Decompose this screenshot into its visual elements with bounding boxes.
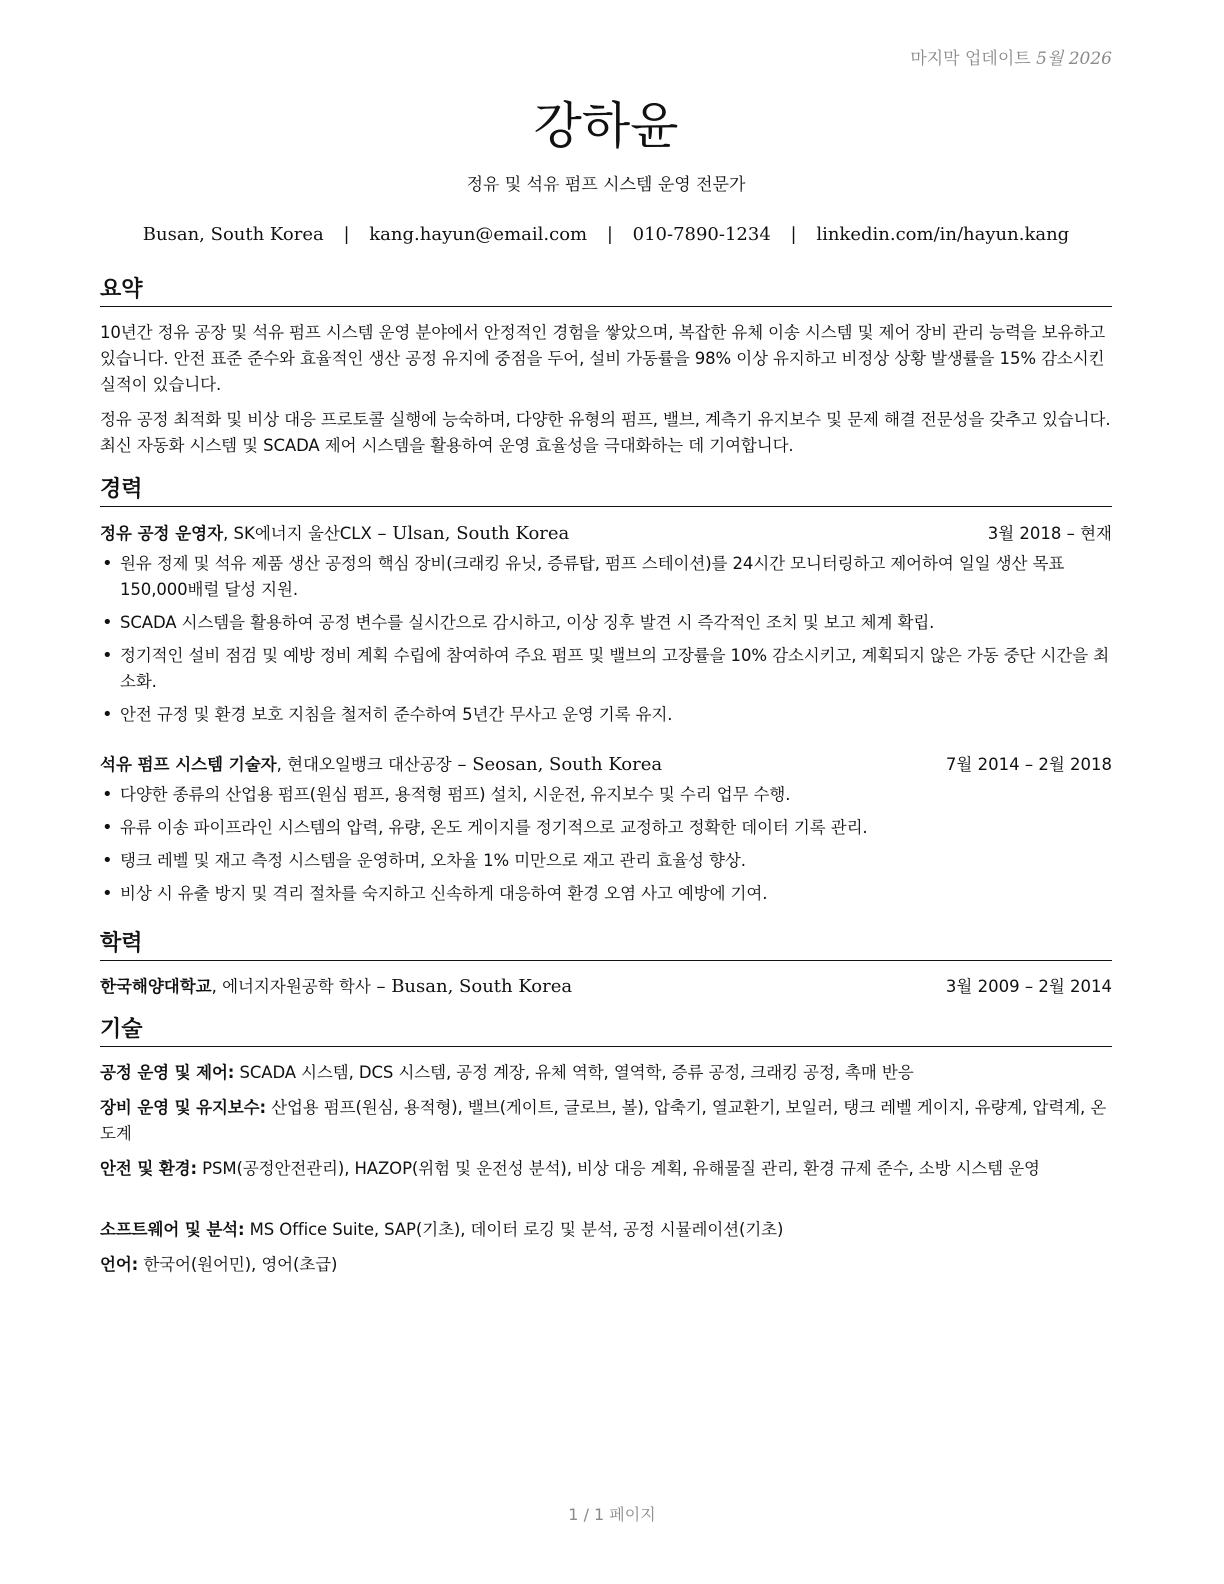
last-updated-label: 마지막 업데이트 xyxy=(910,49,1031,69)
summary-paragraph-2: 정유 공정 최적화 및 비상 대응 프로토콜 실행에 능숙하며, 다양한 유형의 펌프, 밸브, 계측기 유지보수 및 문제 해결 전문성을 갖추고 있습니다. 최신 자동화 시스템 및 SCADA 제어 시스템을 활용하여 운영 효율성을 극대화하는 데 기여합니다. xyxy=(100,410,1111,455)
job-location: – Ulsan, South Korea xyxy=(371,523,570,544)
education-dates: 3월 2009 – 2월 2014 xyxy=(945,977,1112,996)
job-company: , SK에너지 울산CLX xyxy=(223,524,372,543)
education-degree: , 에너지자원공학 학사 xyxy=(211,977,371,996)
section-title-education: 학력 xyxy=(100,930,1112,961)
contact-linkedin[interactable]: linkedin.com/in/hayun.kang xyxy=(816,224,1070,245)
job-bullet: • 안전 규정 및 환경 보호 지침을 철저히 준수하여 5년간 무사고 운영 기록 유지. xyxy=(100,702,1112,728)
job-bullet: • 원유 정제 및 석유 제품 생산 공정의 핵심 장비(크래킹 유닛, 증류탑, 펌프 스테이션)를 24시간 모니터링하고 제어하여 일일 생산 목표 150,000배럴 달성 지원. xyxy=(100,551,1112,603)
section-title-summary: 요약 xyxy=(100,276,1112,307)
job-role: 정유 공정 운영자 xyxy=(100,524,224,543)
skill-label: 소프트웨어 및 분석: xyxy=(100,1220,245,1239)
summary-paragraph-1: 10년간 정유 공장 및 석유 펌프 시스템 운영 분야에서 안정적인 경험을 쌓았으며, 복잡한 유체 이송 시스템 및 제어 장비 관리 능력을 보유하고 있습니다. 안전 표준 준수와 효율적인 생산 공정 유지에 중점을 두어, 설비 가동률을 98% 이상 유지하고 비정상 상황 발생률을 15% 감소시킨 실적이 있습니다. xyxy=(100,323,1106,394)
last-updated xyxy=(910,44,1112,69)
skill-label: 언어: xyxy=(100,1255,139,1274)
skill-label: 공정 운영 및 제어: xyxy=(100,1063,235,1082)
job-dates: 7월 2014 – 2월 2018 xyxy=(945,755,1112,774)
education-location: – Busan, South Korea xyxy=(370,976,573,997)
job-bullet-list xyxy=(100,551,1112,735)
job-bullet: • 유류 이송 파이프라인 시스템의 압력, 유량, 온도 게이지를 정기적으로 교정하고 정확한 데이터 기록 관리. xyxy=(100,815,1112,841)
skill-value: 산업용 펌프(원심, 용적형), 밸브(게이트, 글로브, 볼), 압축기, 열교환기, 보일러, 탱크 레벨 게이지, 유량계, 압력계, 온도계 xyxy=(100,1098,1107,1143)
job-location: – Seosan, South Korea xyxy=(451,754,663,775)
education-school: 한국해양대학교 xyxy=(100,977,212,996)
skill-label: 장비 운영 및 유지보수: xyxy=(100,1098,266,1117)
skill-value: 한국어(원어민), 영어(초급) xyxy=(138,1255,338,1274)
skill-value: PSM(공정안전관리), HAZOP(위험 및 운전성 분석), 비상 대응 계획, 유해물질 관리, 환경 규제 준수, 소방 시스템 운영 xyxy=(196,1159,1040,1178)
skill-line xyxy=(100,1060,1112,1086)
job-role: 석유 펌프 시스템 기술자 xyxy=(100,755,277,774)
contact-separator: | xyxy=(343,224,350,245)
skill-line xyxy=(100,1217,1112,1243)
contact-location: Busan, South Korea xyxy=(142,224,324,245)
section-title-experience: 경력 xyxy=(100,476,1112,507)
contact-email[interactable]: kang.hayun@email.com xyxy=(369,224,588,245)
contact-phone[interactable]: 010-7890-1234 xyxy=(632,224,771,245)
page-number: 1 / 1 페이지 xyxy=(568,1505,656,1524)
contact-separator: | xyxy=(606,224,613,245)
contact-line xyxy=(100,224,1112,245)
job-bullet: • 다양한 종류의 산업용 펌프(원심 펌프, 용적형 펌프) 설치, 시운전, 유지보수 및 수리 업무 수행. xyxy=(100,782,1112,808)
job-header xyxy=(100,521,1112,547)
skill-line xyxy=(100,1156,1112,1182)
job-bullet: • 정기적인 설비 점검 및 예방 정비 계획 수립에 참여하여 주요 펌프 및 밸브의 고장률을 10% 감소시키고, 계획되지 않은 가동 중단 시간을 최소화. xyxy=(100,643,1112,695)
candidate-name: 강하윤 xyxy=(533,97,679,155)
candidate-headline: 정유 및 석유 펌프 시스템 운영 전문가 xyxy=(466,175,746,195)
job-company: , 현대오일뱅크 대산공장 xyxy=(276,755,452,774)
section-title-skills: 기술 xyxy=(100,1016,1112,1047)
job-bullet: • 비상 시 유출 방지 및 격리 절차를 숙지하고 신속하게 대응하여 환경 오염 사고 예방에 기여. xyxy=(100,881,1112,907)
education-entry xyxy=(100,974,1112,1000)
last-updated-date: 5월 2026 xyxy=(1036,49,1112,69)
skill-value: MS Office Suite, SAP(기초), 데이터 로깅 및 분석, 공정 시뮬레이션(기초) xyxy=(244,1220,784,1239)
skill-label: 안전 및 환경: xyxy=(100,1159,197,1178)
job-header xyxy=(100,752,1112,778)
job-bullet: • 탱크 레벨 및 재고 측정 시스템을 운영하며, 오차율 1% 미만으로 재고 관리 효율성 향상. xyxy=(100,848,1112,874)
job-bullet: • SCADA 시스템을 활용하여 공정 변수를 실시간으로 감시하고, 이상 징후 발견 시 즉각적인 조치 및 보고 체계 확립. xyxy=(100,610,1112,636)
job-dates: 3월 2018 – 현재 xyxy=(987,524,1112,543)
skill-line xyxy=(100,1252,1112,1278)
contact-separator: | xyxy=(790,224,797,245)
skill-value: SCADA 시스템, DCS 시스템, 공정 계장, 유체 역학, 열역학, 증류 공정, 크래킹 공정, 촉매 반응 xyxy=(234,1063,914,1082)
skill-line xyxy=(100,1095,1112,1147)
job-bullet-list xyxy=(100,782,1112,914)
